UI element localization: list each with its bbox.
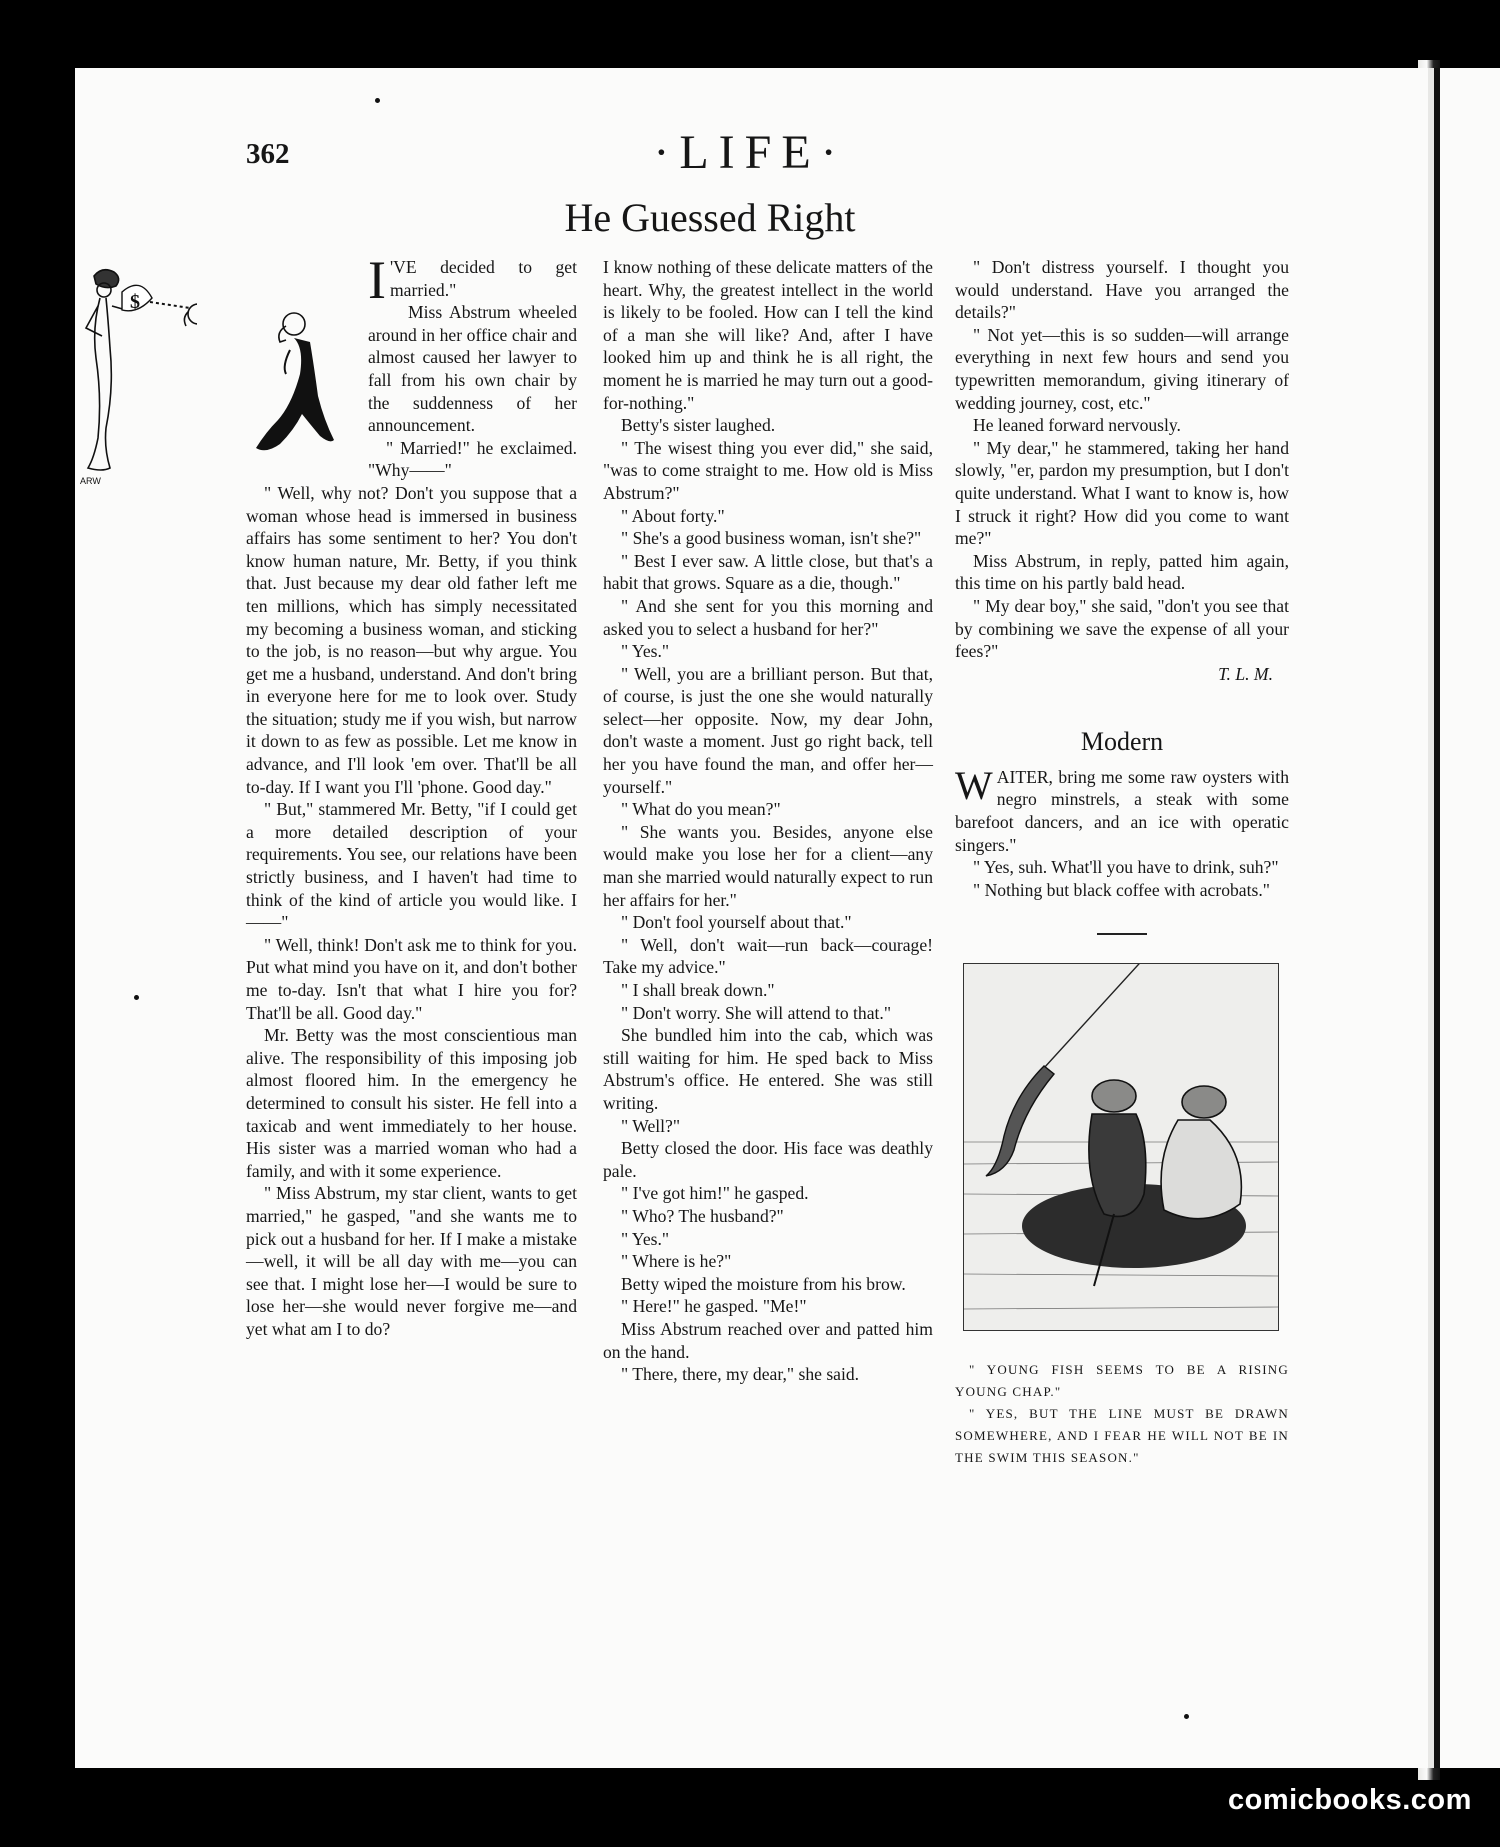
story-column-2 xyxy=(603,256,933,1386)
story-paragraph: Mr. Betty was the most conscientious man alive. The responsibility of this imposing job almost floored him. In the emergency he determined to consult his sister. He fell into a taxicab and went immediately to her house. His sister was a married woman who had a family, and with it some experience. xyxy=(246,1025,577,1181)
story-paragraph: " Best I ever saw. A little close, but that's a habit that grows. Square as a die, though." xyxy=(603,550,933,594)
section-divider xyxy=(1097,933,1147,935)
story-paragraph: " Yes." xyxy=(621,1228,670,1249)
story-paragraph: " Married!" he exclaimed. "Why——" xyxy=(368,437,577,481)
story-paragraph: Betty's sister laughed. xyxy=(621,415,776,436)
story-column-1 xyxy=(80,250,577,1341)
print-speck xyxy=(134,995,139,1000)
cartoon-caption xyxy=(955,1359,1289,1469)
story-paragraph: 'VE decided to get married." xyxy=(389,257,577,300)
story-paragraph: " Yes." xyxy=(621,641,670,662)
artist-mark: ARW xyxy=(80,476,101,486)
story-paragraph: " My dear," he stammered, taking her hand slowly, "er, pardon my presumption, but I don't quite understand. What I want to know is, how I struck it right? How did you come to want me?" xyxy=(955,437,1289,549)
dollar-sign-symbol: $ xyxy=(130,291,140,313)
author-signature: T. L. M. xyxy=(1218,663,1273,684)
print-speck xyxy=(1184,1714,1189,1719)
story-paragraph: " The wisest thing you ever did," she said, "was to come straight to me. How old is Miss Abstrum?" xyxy=(603,437,933,503)
story-paragraph: " Well, why not? Don't you suppose that a woman whose head is immersed in business affairs has some sentiment to her? You don't know human nature, Mr. Betty, if you think that. Just because my dear old father left me ten millions, which has simply necessitated my becoming a business woman, and sticking to the job, is no reason—but why argue. You get me a husband, understand. And don't bring in everyone here for me to look over. Study the situation; study me if you wish, but narrow it down to as few as possible. Let me know in advance, and I'll look 'em over. That'll be all to-day. If I want you I'll 'phone. Good day." xyxy=(246,482,577,797)
story-title: He Guessed Right xyxy=(564,195,856,240)
story-paragraph: " And she sent for you this morning and asked you to select a husband for her?" xyxy=(603,595,933,639)
story-paragraph: " Well, you are a brilliant person. But that, of course, is just the one she would naturally select—her opposite. Now, my dear John, don't waste a moment. Just go right back, tell her you have found the man, and offer her—yourself." xyxy=(603,663,933,797)
story-paragraph: He leaned forward nervously. xyxy=(973,415,1181,436)
story-paragraph: " But," stammered Mr. Betty, "if I could get a more detailed description of your requirements. You see, our relations have been strictly business, and I haven't had time to think of the kind of article you would like. I——" xyxy=(246,799,577,933)
modern-paragraph: AITER, bring me some raw oysters with negro minstrels, a steak with some barefoot dancers, and an ice with operatic singers." xyxy=(955,766,1289,855)
story-paragraph: She bundled him into the cab, which was still waiting for him. He sped back to Miss Abstrum's office. He entered. She was still writing. xyxy=(603,1025,933,1113)
page-number: 362 xyxy=(246,138,290,170)
modern-paragraph: " Yes, suh. What'll you have to drink, suh?" xyxy=(973,857,1279,878)
story-paragraph: " Don't fool yourself about that." xyxy=(621,912,852,933)
story-paragraph: Betty closed the door. His face was deathly pale. xyxy=(603,1138,933,1181)
facing-page-edge xyxy=(1434,68,1500,1768)
frog-cartoon-illustration xyxy=(963,963,1279,1331)
story-paragraph: " Well?" xyxy=(621,1115,681,1136)
story-paragraph: " Well, think! Don't ask me to think for you. Put what mind you have on it, and don't bother me to-day. Isn't that what I hire you for? That'll be all. Good day." xyxy=(246,934,577,1023)
story-paragraph: Miss Abstrum wheeled around in her office chair and almost caused her lawyer to fall from his own chair by the suddenness of her announcement. xyxy=(368,302,577,436)
story-paragraph: " What do you mean?" xyxy=(621,799,781,820)
story-paragraph: " She wants you. Besides, anyone else would make you lose her for a client—any man she married would naturally expect to run her affairs for her." xyxy=(603,821,933,910)
dropcap-letter: W xyxy=(955,762,993,808)
story-paragraph: " Who? The husband?" xyxy=(621,1205,784,1226)
caption-line: " YOUNG FISH SEEMS TO BE A RISING YOUNG CHAP." xyxy=(955,1362,1289,1400)
story-paragraph: " She's a good business woman, isn't she?" xyxy=(621,528,922,549)
print-speck xyxy=(375,98,380,103)
kneeling-man-figure xyxy=(154,262,344,488)
story-paragraph: " There, there, my dear," she said. xyxy=(621,1364,860,1385)
story-paragraph: " Here!" he gasped. "Me!" xyxy=(621,1296,807,1317)
story-paragraph: " Not yet—this is so sudden—will arrange everything in next few hours and send you typewritten memorandum, giving itinerary of wedding journey, cost, etc." xyxy=(955,324,1289,413)
story-paragraph: Miss Abstrum reached over and patted him on the hand. xyxy=(603,1318,933,1362)
dropcap-letter: I xyxy=(368,250,386,310)
section-heading-modern: Modern xyxy=(1080,727,1164,757)
story-paragraph: " My dear boy," she said, "don't you see that by combining we save the expense of all your fees?" xyxy=(955,595,1289,662)
story-paragraph: " Don't worry. She will attend to that." xyxy=(621,1002,891,1023)
watermark-logo[interactable]: comicbooks.com xyxy=(1228,1784,1472,1816)
modern-paragraph: " Nothing but black coffee with acrobats." xyxy=(973,879,1270,900)
story-paragraph: " I shall break down." xyxy=(621,980,775,1000)
story-paragraph: Miss Abstrum, in reply, patted him again, this time on his partly bald head. xyxy=(955,550,1289,594)
story-paragraph: I know nothing of these delicate matters of the heart. Why, the greatest intellect in the world is likely to be fooled. How can I tell the kind of a man she will like? And, after I have looked him up and think he is all right, the moment he is married he may turn out a good-for-nothing." xyxy=(603,257,933,413)
story-paragraph: " Don't distress yourself. I thought you would understand. Have you arranged the details?" xyxy=(955,257,1289,323)
caption-line: " YES, BUT THE LINE MUST BE DRAWN SOMEWHERE, AND I FEAR HE WILL NOT BE IN THE SWIM THIS SEASON." xyxy=(955,1406,1289,1466)
masthead-life: ·LIFE· xyxy=(653,126,847,179)
story-paragraph: " About forty." xyxy=(621,505,725,526)
story-paragraph: " Where is he?" xyxy=(621,1251,732,1272)
story-column-3 xyxy=(955,256,1289,1469)
story-paragraph: " I've got him!" he gasped. xyxy=(621,1183,809,1204)
story-paragraph: Betty wiped the moisture from his brow. xyxy=(621,1273,906,1294)
story-paragraph: " Miss Abstrum, my star client, wants to get married," he gasped, "and she wants me to pick out a husband for her. If I make a mistake—well, it will be all day with me—you can see that. I might lose her—I would be sure to lose her—she would never forgive me—and yet what am I to do? xyxy=(246,1183,577,1339)
story-paragraph: " Well, don't wait—run back—courage! Take my advice." xyxy=(603,934,933,978)
